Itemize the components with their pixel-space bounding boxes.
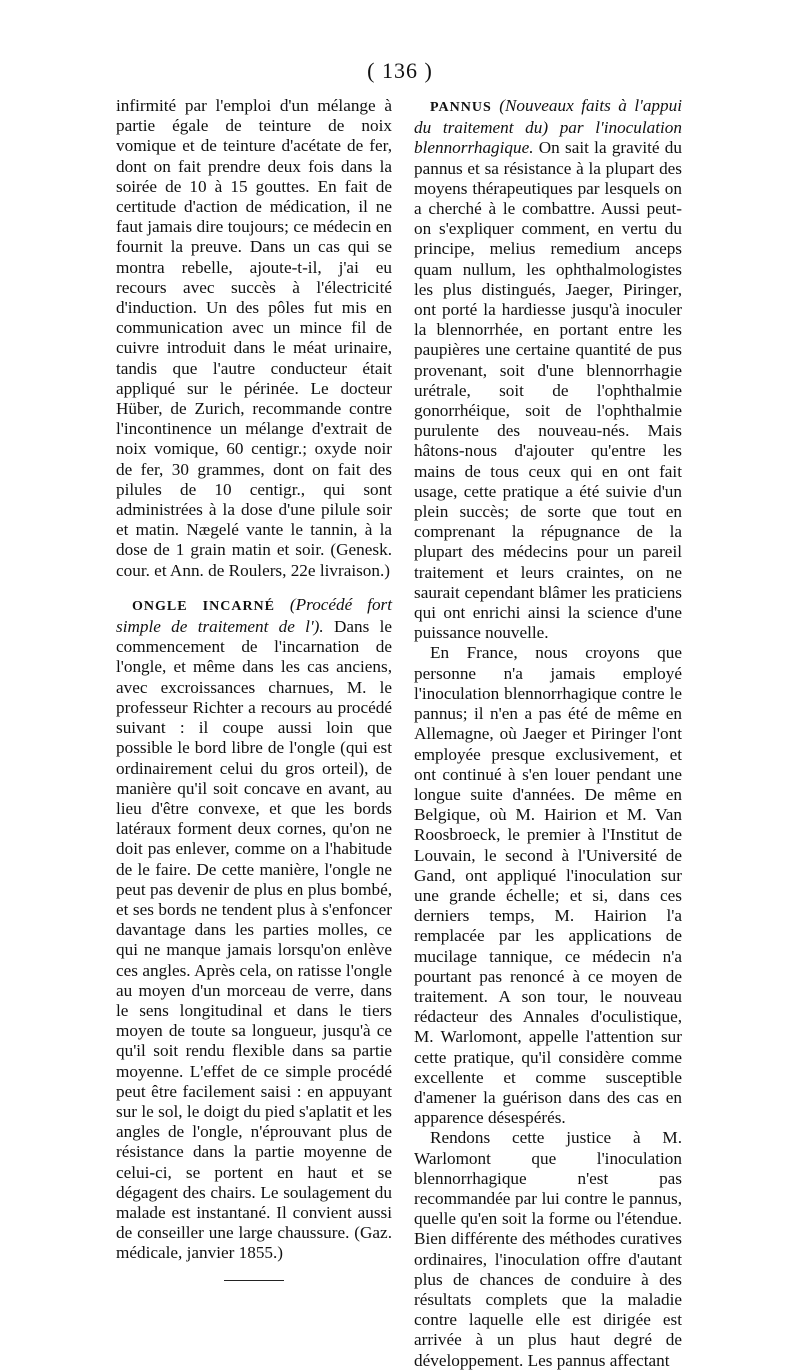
ongle-incarne-heading: ONGLE INCARNÉ — [132, 598, 276, 614]
pannus-body-3: Rendons cette justice à M. Warlomont que l'inoculation blennorrhagique n'est pas recommandée par lui contre le pannus, quelle qu'en soit la forme ou l'étendue. Bien différente des méthodes curatives ordinaires, l'inoculation offre d'autant plus de chances de conduire à des résultats complets que la maladie contre laquelle elle est dirigée est arrivée à un plus haut degré de développement. Les pannus affectant — [414, 1128, 682, 1370]
page-number: ( 136 ) — [367, 58, 433, 83]
pannus-article — [414, 96, 682, 643]
pannus-body-2: En France, nous croyons que personne n'a jamais employé l'inoculation blennorrhagique contre le pannus; il n'en a pas été de même en Allemagne, où Jaeger et Piringer l'ont employée presque exclusivement, et ont continué à s'en louer pendant une longue suite d'années. De même en Belgique, où M. Hairion et M. Van Roosbroeck, le premier à l'Institut de Louvain, le second à l'Université de Gand, ont appliqué l'inoculation sur une grande échelle; et si, dans ces derniers temps, M. Hairion l'a remplacée par les applications de mucilage tannique, ce médecin n'a pourtant pas renoncé à ce moyen de traitement. A son tour, le nouveau rédacteur des Annales d'oculistique, M. Warlomont, appelle l'attention sur cette pratique, qu'il considère comme excellente et comme susceptible d'amener la guérison dans des cas en apparence désespérés. — [414, 643, 682, 1128]
pannus-subtitle: (Nouveaux faits à l'appui du traitement du) par l'inoculation blennorrhagique. — [414, 96, 682, 158]
pannus-heading: PANNUS — [430, 100, 492, 115]
ongle-incarne-subtitle: (Procédé fort simple de traitement de l'). — [116, 594, 392, 637]
left-column — [116, 96, 392, 1281]
right-column — [414, 96, 682, 1371]
pannus-body-1: On sait la gravité du pannus et sa résistance à la plupart des moyens thérapeutiques par lesquels on a cherché à le combattre. Aussi peut-on s'expliquer comment, en vertu du principe, melius remedium anceps quam nullum, les ophthalmologistes les plus distingués, Jaeger, Piringer, ont porté la hardiesse jusqu'à inoculer la blennorrhée, en portant entre les paupières une certaine quantité de pus provenant, soit d'une blennorrhagie urétrale, soit de l'ophthalmie gonorrhéique, soit de l'ophthalmie purulente des nouveau-nés. Mais hâtons-nous d'ajouter qu'entre les mains de tous ceux qui en ont fait usage, cette pratique a été suivie d'un plein succès; de sorte que tout en comprenant la répugnance de la plupart des médecins pour un pareil traitement et leurs craintes, on ne saurait cependant blâmer les praticiens qui ont enrichi ainsi la science d'une puissance nouvelle. — [414, 138, 682, 643]
left-paragraph-continuation: infirmité par l'emploi d'un mélange à partie égale de teinture de noix vomique et de teinture d'acétate de fer, dont on fait prendre deux fois dans la soirée de 10 à 15 gouttes. En fait de certitude d'action de médication, il ne faut jamais dire toujours; ce médecin en fournit la preuve. Dans un cas qui se montra rebelle, ajoute-t-il, j'ai eu recours avec succès à l'électricité d'induction. Un des pôles fut mis en communication avec un mince fil de cuivre introduit dans le méat urinaire, tandis que l'autre conducteur était appliqué sur le périnée. Le docteur Hüber, de Zurich, recommande contre l'incontinence un mélange d'extrait de noix vomique, 60 centigr.; oxyde noir de fer, 30 grammes, dont on fait des pilules de 10 centigr., qui sont administrées à la dose d'une pilule soir et matin. Nægelé vante le tannin, à la dose de 1 grain matin et soir. (Genesk. cour. et Ann. de Roulers, 22e livraison.) — [116, 96, 392, 580]
ongle-incarne-article — [116, 595, 392, 1264]
section-divider — [224, 1280, 284, 1281]
ongle-incarne-body: Dans le commencement de l'incarnation de l'ongle, et même dans les cas anciens, avec excroissances charnues, M. le professeur Richter a recours au procédé suivant : il coupe aussi loin que possible le bord libre de l'ongle (qui est ordinairement celui du gros orteil), de manière qu'il soit concave en avant, au lieu d'être convexe, et que les bords latéraux forment deux cornes, qu'on ne doit pas enlever, comme on a l'habitude de le faire. De cette manière, l'ongle ne peut pas devenir de plus en plus bombé, et ses bords ne tendent plus à s'enfoncer davantage dans les parties molles, ce qui ne manque jamais lorsqu'on enlève ces angles. Après cela, on ratisse l'ongle au moyen d'un morceau de verre, dans le sens longitudinal et dans le tiers moyen de toute sa longueur, jusqu'à ce qu'il soit rendu flexible dans sa partie moyenne. L'effet de ce simple procédé peut être facilement saisi : en appuyant sur le sol, le doigt du pied s'aplatit et les angles de l'ongle, n'éprouvant plus de résistance dans la partie moyenne de celui-ci, se portent en haut et se dégagent des chairs. Le soulagement du malade est instantané. Il convient aussi de conseiller une large chaussure. (Gaz. médicale, janvier 1855.) — [116, 617, 392, 1263]
